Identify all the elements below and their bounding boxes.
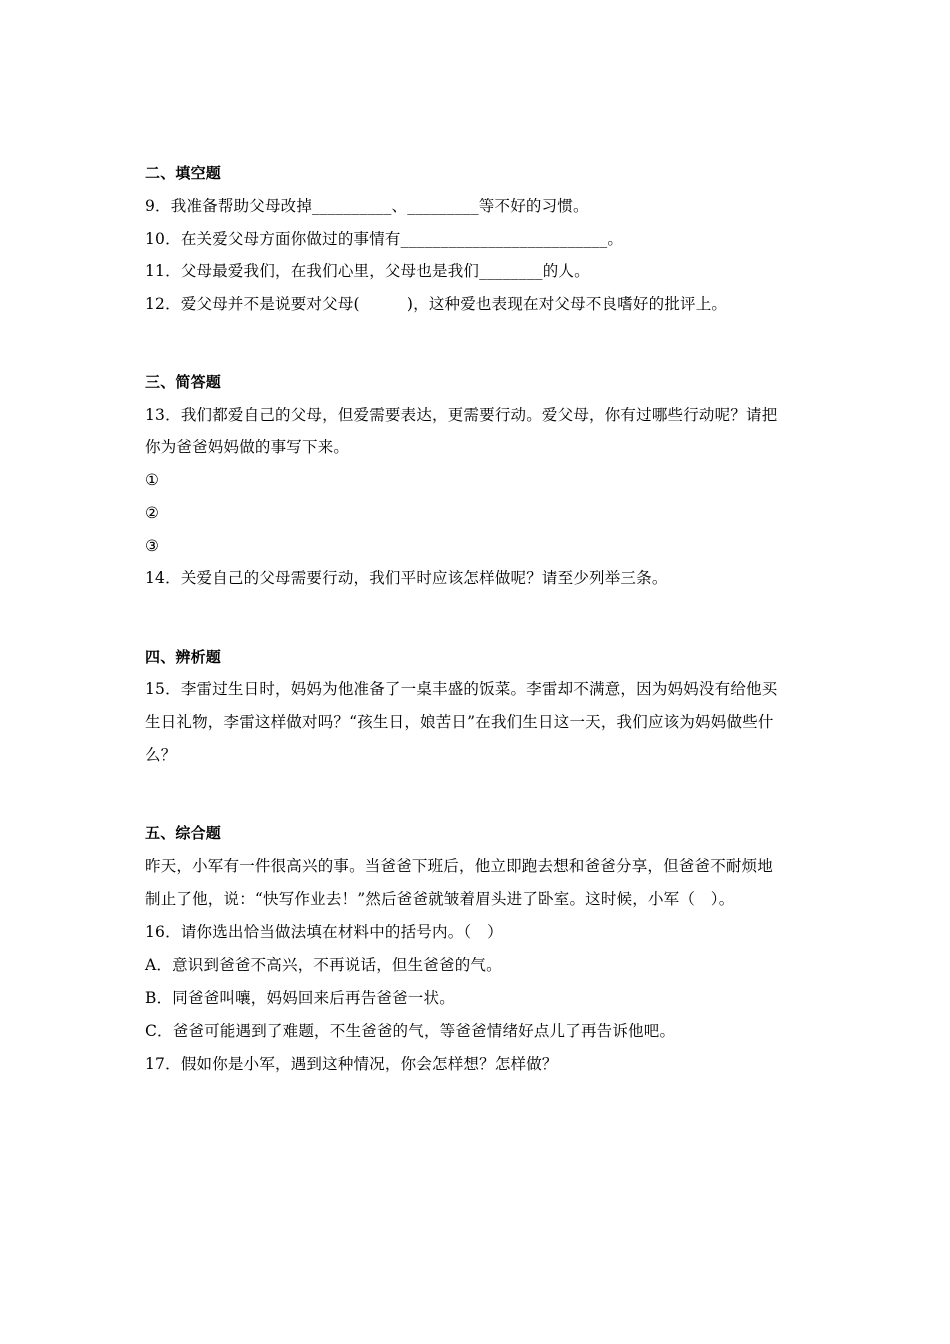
answer-slot-1: ①: [145, 471, 160, 489]
question-17: 17．假如你是小军，遇到这种情况，你会怎样想？怎样做？: [145, 1055, 558, 1073]
question-9: 9．我准备帮助父母改掉__________、_________等不好的习惯。: [145, 197, 589, 215]
question-10: 10．在关爱父母方面你做过的事情有__________________________。: [145, 230, 624, 248]
option-c: C．爸爸可能遇到了难题，不生爸爸的气，等爸爸情绪好点儿了再告诉他吧。: [145, 1022, 676, 1040]
section-heading-analysis: 四、辨析题: [145, 648, 222, 666]
option-a: A．意识到爸爸不高兴，不再说话，但生爸爸的气。: [145, 956, 502, 974]
question-13-line-2: 你为爸爸妈妈做的事写下来。: [145, 438, 350, 456]
section-heading-short-answer: 三、简答题: [145, 373, 222, 391]
option-b: B．同爸爸叫嚷，妈妈回来后再告爸爸一状。: [145, 989, 455, 1007]
section-heading-fill-in: 二、填空题: [145, 164, 222, 182]
question-14: 14．关爱自己的父母需要行动，我们平时应该怎样做呢？请至少列举三条。: [145, 569, 668, 587]
answer-slot-3: ③: [145, 537, 160, 555]
answer-slot-2: ②: [145, 504, 160, 522]
question-15-line-2: 生日礼物，李雷这样做对吗？“孩生日，娘苦日”在我们生日这一天，我们应该为妈妈做些什: [145, 713, 774, 731]
material-line-1: 昨天，小军有一件很高兴的事。当爸爸下班后，他立即跑去想和爸爸分享，但爸爸不耐烦地: [145, 857, 774, 875]
question-15-line-3: 么？: [145, 746, 177, 764]
question-13-line-1: 13．我们都爱自己的父母，但爱需要表达，更需要行动。爱父母，你有过哪些行动呢？请把: [145, 406, 778, 424]
question-11: 11．父母最爱我们，在我们心里，父母也是我们________的人。: [145, 262, 590, 280]
question-12: 12．爱父母并不是说要对父母( )，这种爱也表现在对父母不良嗜好的批评上。: [145, 295, 728, 313]
section-heading-comprehensive: 五、综合题: [145, 824, 222, 842]
material-line-2: 制止了他，说：“快写作业去！”然后爸爸就皱着眉头进了卧室。这时候，小军（ ）。: [145, 890, 735, 908]
question-16: 16．请你选出恰当做法填在材料中的括号内。（ ）: [145, 923, 503, 941]
question-15-line-1: 15．李雷过生日时，妈妈为他准备了一桌丰盛的饭菜。李雷却不满意，因为妈妈没有给他买: [145, 680, 778, 698]
